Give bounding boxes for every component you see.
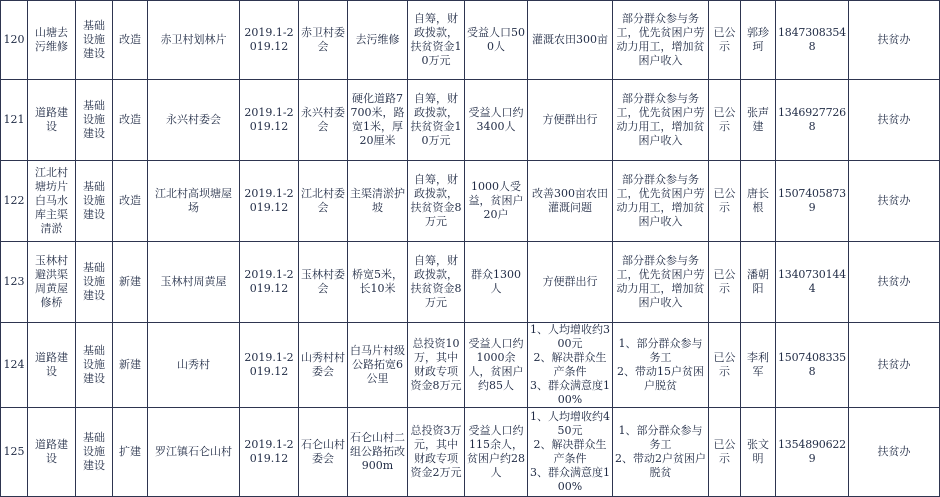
project-category: 基础设施建设 [83,344,105,385]
benefit-mechanism: 部分群众参与务工，优先贫困户劳动力用工，增加贫困户收入 [616,173,705,228]
table-row [1,408,940,497]
funding-source-cell [408,1,465,80]
publicity-status: 已公示 [713,268,736,295]
publicity-status-cell [709,242,741,323]
contact-phone-cell [776,161,849,242]
construction-type: 新建 [119,358,141,371]
publicity-status-cell [709,161,741,242]
publicity-status-cell [709,80,741,161]
row-number: 121 [3,113,25,126]
project-name-cell [28,1,76,80]
publicity-status: 已公示 [713,351,736,378]
beneficiaries-cell [465,80,528,161]
performance-goal-cell [528,80,613,161]
implementing-unit-cell [299,408,348,497]
beneficiaries: 受益人口约1000余人，贫困户约85人 [468,337,524,392]
row-number: 120 [3,33,25,46]
funding-source: 自筹，财政拨款，扶贫资金8万元 [410,254,462,309]
funding-source: 自筹，财政拨款，扶贫资金8万元 [410,173,462,228]
implementing-unit-cell [299,161,348,242]
contact-person: 郭珍珂 [747,26,769,53]
project-category-cell [76,323,113,408]
row-number-cell [1,408,28,497]
project-period-cell [240,80,299,161]
row-number-cell [1,1,28,80]
contact-phone-cell [776,1,849,80]
beneficiaries-cell [465,408,528,497]
funding-source: 总投资3万元，其中财政专项资金2万元 [410,424,462,479]
project-name: 玉林村避洪渠周黄屋修桥 [35,254,68,309]
construction-type: 改造 [119,194,141,207]
performance-goal: 灌溉农田300亩 [532,33,608,46]
contact-person-cell [741,242,776,323]
benefit-mechanism-cell [613,1,709,80]
project-period-cell [240,242,299,323]
beneficiaries: 受益人口约3400人 [468,106,524,133]
benefit-mechanism-cell [613,408,709,497]
contact-phone: 15074058739 [778,187,846,214]
project-period-cell [240,323,299,408]
project-location: 罗江镇石仑山村 [155,445,232,458]
project-content-cell [348,323,408,408]
project-location-cell [148,161,240,242]
performance-goal: 1、人均增收约450元 2、解决群众生产条件 3、群众满意度100% [530,410,610,493]
project-content: 去污维修 [355,33,400,46]
benefit-mechanism: 1、部分群众参与务工 2、带动15户贫困户脱贫 [617,337,704,392]
contact-phone-cell [776,323,849,408]
implementing-unit: 永兴村委会 [301,106,345,133]
project-location: 赤卫村划林片 [160,33,227,46]
contact-person-cell [741,408,776,497]
row-number: 122 [3,194,25,207]
contact-phone: 13469277268 [778,106,846,133]
project-period-cell [240,1,299,80]
performance-goal: 1、人均增收约300元 2、解决群众生产条件 3、群众满意度100% [530,323,610,406]
project-category-cell [76,408,113,497]
table-row [1,242,940,323]
benefit-mechanism-cell [613,161,709,242]
contact-person: 李利军 [747,351,769,378]
row-number-cell [1,242,28,323]
funding-source: 自筹，财政拨款，扶贫资金10万元 [410,12,462,67]
table-row [1,80,940,161]
benefit-mechanism: 部分群众参与务工，优先贫困户劳动力用工，增加贫困户收入 [616,92,705,147]
beneficiaries: 1000人受益，贫困户20户 [468,180,524,221]
contact-phone: 18473083548 [778,26,846,53]
table-row [1,161,940,242]
responsible-dept-cell [849,1,940,80]
project-location: 玉林村周黄屋 [160,275,227,288]
implementing-unit: 石仑山村委会 [301,438,345,465]
project-location-cell [148,242,240,323]
project-period: 2019.1-2019.12 [244,187,294,214]
responsible-dept-cell [849,80,940,161]
benefit-mechanism-cell [613,242,709,323]
publicity-status-cell [709,1,741,80]
construction-type: 扩建 [119,445,141,458]
project-name-cell [28,80,76,161]
contact-person-cell [741,323,776,408]
contact-phone-cell [776,408,849,497]
project-location: 江北村高坝塘屋场 [155,187,232,214]
project-name-cell [28,408,76,497]
funding-source-cell [408,80,465,161]
performance-goal-cell [528,161,613,242]
project-content-cell [348,80,408,161]
row-number: 124 [3,358,25,371]
project-name: 江北村塘坊片白马水库主渠清淤 [35,166,68,235]
table-row [1,1,940,80]
contact-person: 唐长根 [747,187,769,214]
contact-phone: 13548906229 [778,438,846,465]
publicity-status: 已公示 [713,26,736,53]
responsible-dept: 扶贫办 [877,445,911,458]
implementing-unit-cell [299,80,348,161]
project-period-cell [240,161,299,242]
row-number: 125 [3,445,25,458]
contact-phone: 13407301444 [778,268,846,295]
funding-source-cell [408,161,465,242]
beneficiaries-cell [465,161,528,242]
project-name-cell [28,161,76,242]
construction-type: 改造 [119,113,141,126]
contact-person: 潘朝阳 [747,268,769,295]
benefit-mechanism-cell [613,323,709,408]
project-content-cell [348,408,408,497]
project-location-cell [148,1,240,80]
responsible-dept: 扶贫办 [877,358,911,371]
project-content: 硬化道路7700米，路宽1米，厚20厘米 [350,92,405,147]
project-content-cell [348,1,408,80]
contact-person: 张声建 [747,106,769,133]
performance-goal: 改善300亩农田灌溉问题 [532,187,608,214]
beneficiaries: 受益人口500人 [467,26,525,53]
project-category: 基础设施建设 [83,431,105,472]
construction-type: 新建 [119,275,141,288]
performance-goal-cell [528,323,613,408]
implementing-unit: 赤卫村委会 [301,26,345,53]
contact-person-cell [741,161,776,242]
implementing-unit-cell [299,242,348,323]
implementing-unit: 江北村委会 [301,187,345,214]
benefit-mechanism: 1、部分群众参与务工 2、带动2户贫困户脱贫 [615,424,706,479]
project-content-cell [348,242,408,323]
project-name: 山塘去污维修 [35,26,68,53]
performance-goal-cell [528,408,613,497]
publicity-status-cell [709,408,741,497]
responsible-dept: 扶贫办 [877,275,911,288]
responsible-dept-cell [849,242,940,323]
project-category-cell [76,80,113,161]
project-period-cell [240,408,299,497]
project-content: 白马片村级公路拓宽6公里 [350,344,405,385]
row-number-cell [1,80,28,161]
row-number-cell [1,161,28,242]
row-number-cell [1,323,28,408]
beneficiaries: 受益人口约115余人，贫困户约28人 [467,424,525,479]
project-location-cell [148,408,240,497]
beneficiaries: 群众1300人 [471,268,521,295]
project-name: 道路建设 [35,106,68,133]
benefit-mechanism: 部分群众参与务工，优先贫困户劳动力用工，增加贫困户收入 [616,12,705,67]
performance-goal: 方便群出行 [542,113,598,126]
responsible-dept-cell [849,408,940,497]
project-name-cell [28,242,76,323]
project-name: 道路建设 [35,351,68,378]
performance-goal-cell [528,1,613,80]
implementing-unit-cell [299,323,348,408]
row-number: 123 [3,275,25,288]
contact-phone-cell [776,80,849,161]
funding-source: 总投资10万，其中财政专项资金8万元 [410,337,462,392]
project-category: 基础设施建设 [83,99,105,140]
responsible-dept-cell [849,323,940,408]
project-content: 主渠清淤护坡 [350,187,405,214]
project-category: 基础设施建设 [83,180,105,221]
implementing-unit: 玉林村委会 [301,268,345,295]
project-period: 2019.1-2019.12 [244,26,294,53]
implementing-unit: 山秀村村委会 [301,351,345,378]
publicity-status: 已公示 [713,187,736,214]
beneficiaries-cell [465,323,528,408]
project-name-cell [28,323,76,408]
project-content-cell [348,161,408,242]
contact-person-cell [741,1,776,80]
project-location: 山秀村 [177,358,210,371]
publicity-status-cell [709,323,741,408]
publicity-status: 已公示 [713,106,736,133]
project-period: 2019.1-2019.12 [244,438,294,465]
project-category-cell [76,1,113,80]
project-location: 永兴村委会 [166,113,221,126]
project-period: 2019.1-2019.12 [244,268,294,295]
contact-phone-cell [776,242,849,323]
project-content: 石仑山村二组公路拓改900m [350,431,405,472]
construction-type-cell [113,408,148,497]
project-period: 2019.1-2019.12 [244,106,294,133]
construction-type-cell [113,323,148,408]
construction-type-cell [113,1,148,80]
project-category-cell [76,242,113,323]
responsible-dept-cell [849,161,940,242]
project-location-cell [148,323,240,408]
construction-type: 改造 [119,33,141,46]
responsible-dept: 扶贫办 [877,113,911,126]
contact-person: 张文明 [747,438,769,465]
funding-source-cell [408,242,465,323]
funding-source: 自筹，财政拨款，扶贫资金10万元 [410,92,462,147]
performance-goal-cell [528,242,613,323]
publicity-status: 已公示 [713,438,736,465]
benefit-mechanism-cell [613,80,709,161]
construction-type-cell [113,80,148,161]
funding-source-cell [408,408,465,497]
responsible-dept: 扶贫办 [877,194,911,207]
project-category-cell [76,161,113,242]
performance-goal: 方便群出行 [542,275,598,288]
beneficiaries-cell [465,242,528,323]
construction-type-cell [113,161,148,242]
project-content: 桥宽5米，长10米 [352,268,403,295]
project-category: 基础设施建设 [83,19,105,60]
project-period: 2019.1-2019.12 [244,351,294,378]
construction-type-cell [113,242,148,323]
project-category: 基础设施建设 [83,261,105,302]
responsible-dept: 扶贫办 [877,33,911,46]
project-name: 道路建设 [35,438,68,465]
contact-person-cell [741,80,776,161]
beneficiaries-cell [465,1,528,80]
table-row [1,323,940,408]
benefit-mechanism: 部分群众参与务工，优先贫困户劳动力用工，增加贫困户收入 [616,254,705,309]
project-location-cell [148,80,240,161]
contact-phone: 15074083358 [778,351,846,378]
implementing-unit-cell [299,1,348,80]
funding-source-cell [408,323,465,408]
